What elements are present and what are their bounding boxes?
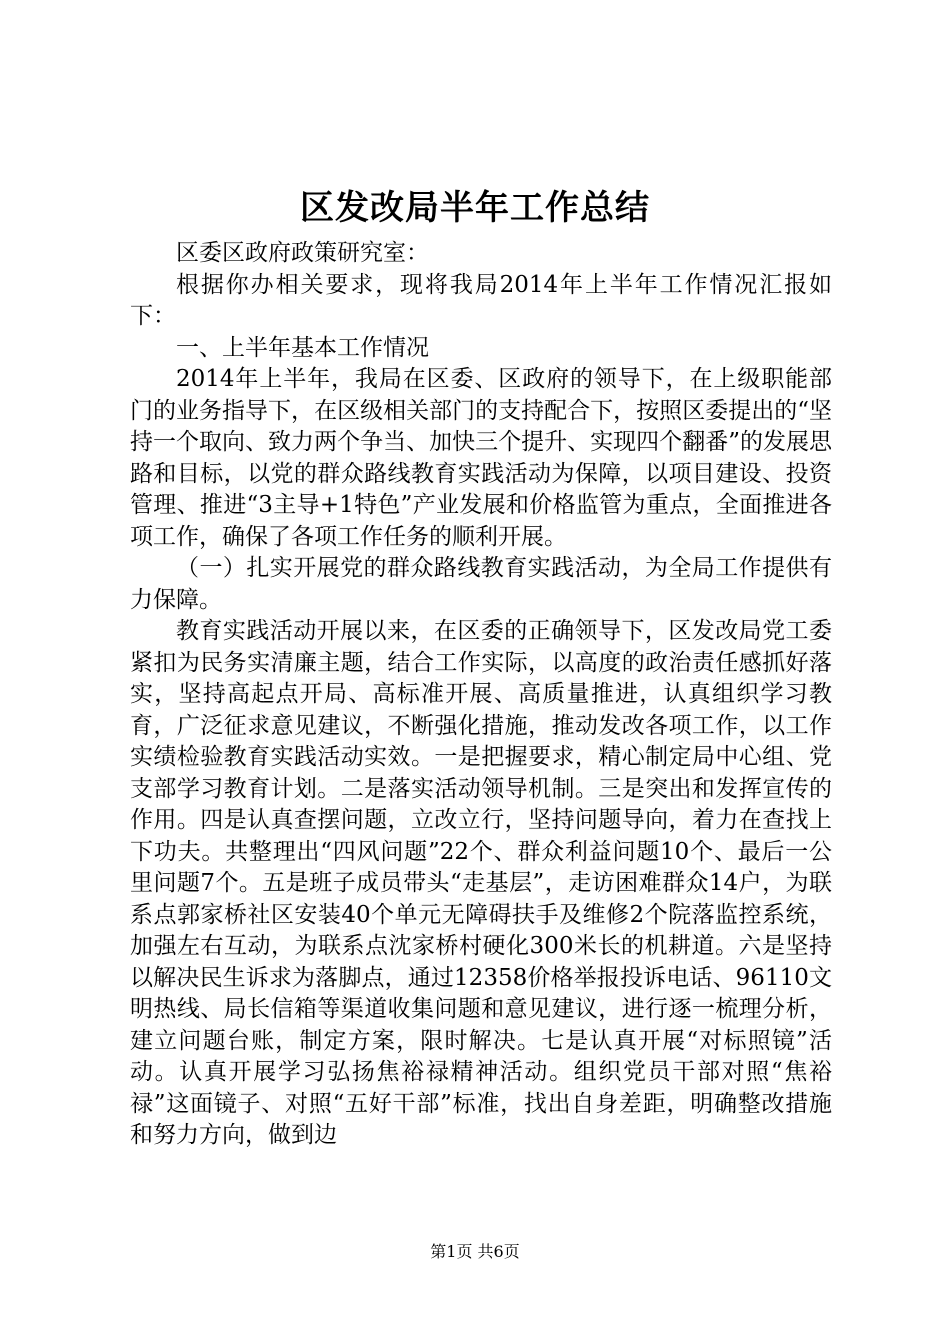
subsection-heading: （一）扎实开展党的群众路线教育实践活动，为全局工作提供有力保障。 (130, 555, 832, 613)
page-number: 第1页 共6页 (430, 1242, 520, 1261)
document-body (130, 238, 832, 1152)
activity-paragraph: 教育实践活动开展以来，在区委的正确领导下，区发改局党工委紧扣为民务实清廉主题，结合工作实际，以高度的政治责任感抓好落实，坚持高起点开局、高标准开展、高质量推进，认真组织学习教育，广泛征求意见建议，不断强化措施，推动发改各项工作，以工作实绩检验教育实践活动实效。一是把握要求，精心制定局中心组、党支部学习教育计划。二是落实活动领导机制。三是突出和发挥宣传的作用。四是认真查摆问题，立改立行，坚持问题导向，着力在查找上下功夫。共整理出“四风问题”22个、群众利益问题10个、最后一公里问题7个。五是班子成员带头“走基层”，走访困难群众14户，为联系点郭家桥社区安装40个单元无障碍扶手及维修2个院落监控系统，加强左右互动，为联系点沈家桥村硬化300米长的机耕道。六是坚持以解决民生诉求为落脚点，通过12358价格举报投诉电话、96110文明热线、局长信箱等渠道收集问题和意见建议，进行逐一梳理分析，建立问题台账，制定方案，限时解决。七是认真开展“对标照镜”活动。认真开展学习弘扬焦裕禄精神活动。组织党员干部对照“焦裕禄”这面镜子、对照“五好干部”标准，找出自身差距，明确整改措施和努力方向，做到边 (130, 618, 832, 1148)
intro-paragraph: 根据你办相关要求，现将我局2014年上半年工作情况汇报如下： (130, 271, 832, 329)
overview-paragraph: 2014年上半年，我局在区委、区政府的领导下，在上级职能部门的业务指导下，在区级相关部门的支持配合下，按照区委提出的“坚持一个取向、致力两个争当、加快三个提升、实现四个翻番”的发展思路和目标，以党的群众路线教育实践活动为保障，以项目建设、投资管理、推进“3主导+1特色”产业发展和价格监管为重点，全面推进各项工作，确保了各项工作任务的顺利开展。 (130, 366, 832, 550)
section-heading: 一、上半年基本工作情况 (176, 334, 429, 361)
document-title: 区发改局半年工作总结 (300, 188, 650, 228)
salutation: 区委区政府政策研究室： (176, 240, 429, 266)
